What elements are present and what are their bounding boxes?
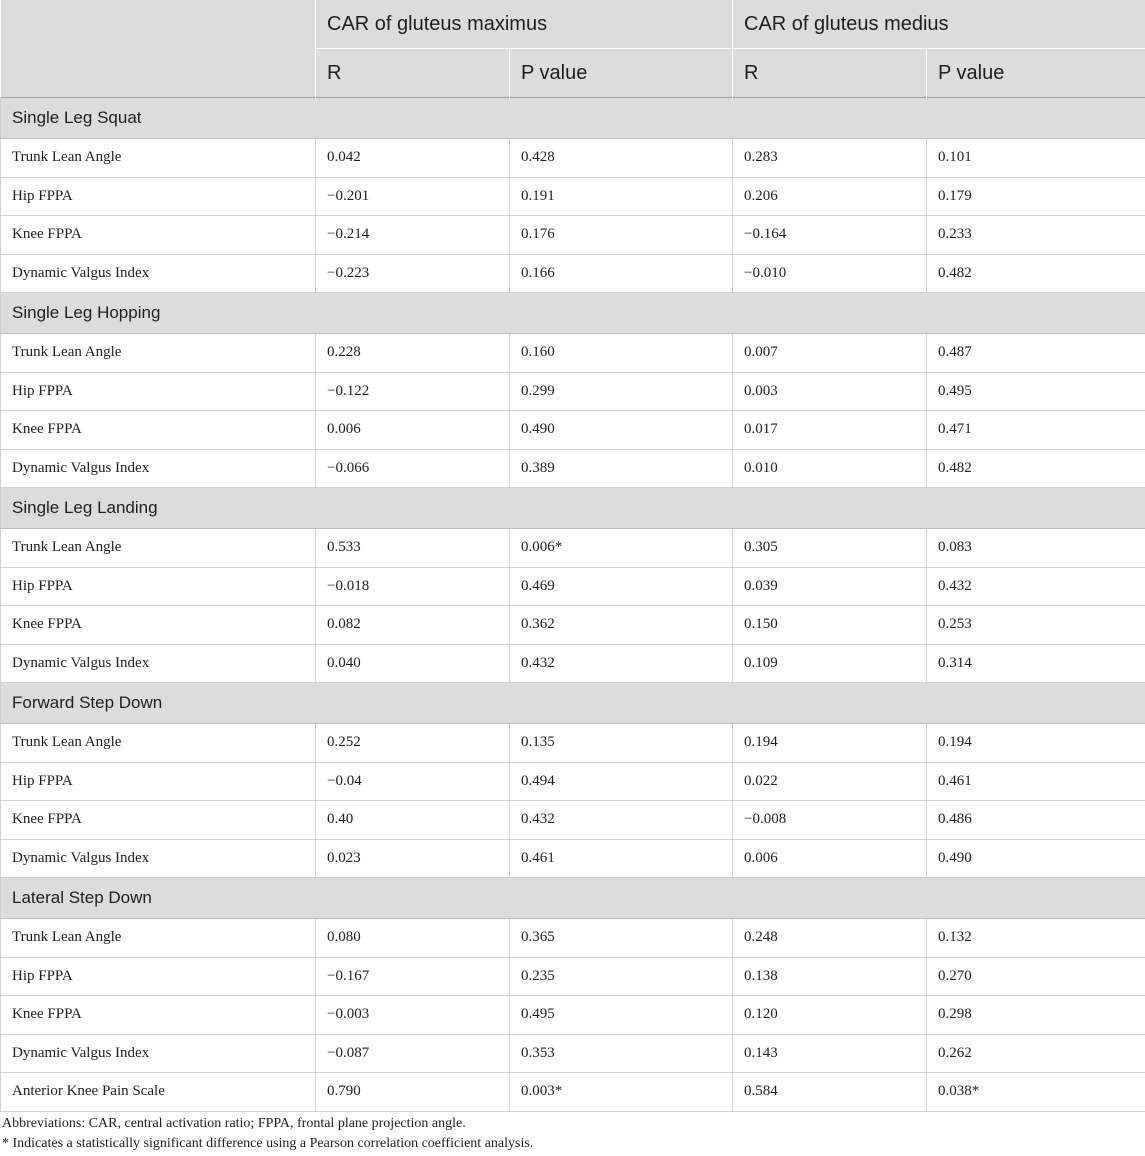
header-max-p-value: P value	[510, 49, 733, 98]
table-row	[1, 216, 1145, 255]
med-p-value-cell: 0.471	[927, 411, 1145, 450]
section-title: Forward Step Down	[1, 683, 1145, 724]
max-r-cell: −0.04	[316, 762, 510, 801]
med-r-cell: 0.007	[733, 334, 927, 373]
abbreviations-note: Abbreviations: CAR, central activation ratio; FPPA, frontal plane projection angle.	[2, 1116, 466, 1131]
section-title: Single Leg Landing	[1, 488, 1145, 529]
max-r-cell: −0.122	[316, 372, 510, 411]
row-label: Hip FPPA	[1, 372, 316, 411]
table-row	[1, 839, 1145, 878]
table-row	[1, 606, 1145, 645]
max-p-value-cell: 0.494	[510, 762, 733, 801]
med-r-cell: 0.283	[733, 139, 927, 178]
med-p-value-cell: 0.482	[927, 254, 1145, 293]
med-p-value-cell: 0.194	[927, 724, 1145, 763]
max-p-value-cell: 0.003*	[510, 1073, 733, 1112]
med-p-value-cell: 0.083	[927, 529, 1145, 568]
row-label: Trunk Lean Angle	[1, 724, 316, 763]
max-p-value-cell: 0.362	[510, 606, 733, 645]
med-p-value-cell: 0.432	[927, 567, 1145, 606]
med-p-value-cell: 0.298	[927, 996, 1145, 1035]
max-r-cell: 0.082	[316, 606, 510, 645]
max-r-cell: 0.790	[316, 1073, 510, 1112]
med-p-value-cell: 0.179	[927, 177, 1145, 216]
row-label: Dynamic Valgus Index	[1, 254, 316, 293]
header-empty-cell	[1, 0, 316, 98]
row-label: Knee FPPA	[1, 996, 316, 1035]
med-p-value-cell: 0.490	[927, 839, 1145, 878]
med-r-cell: 0.206	[733, 177, 927, 216]
max-r-cell: 0.252	[316, 724, 510, 763]
med-r-cell: 0.010	[733, 449, 927, 488]
med-r-cell: 0.109	[733, 644, 927, 683]
table-row	[1, 919, 1145, 958]
table-header	[1, 0, 1145, 98]
table-row	[1, 177, 1145, 216]
max-r-cell: −0.018	[316, 567, 510, 606]
med-p-value-cell: 0.495	[927, 372, 1145, 411]
table-row	[1, 254, 1145, 293]
row-label: Knee FPPA	[1, 216, 316, 255]
med-r-cell: 0.017	[733, 411, 927, 450]
table-row	[1, 724, 1145, 763]
row-label: Hip FPPA	[1, 762, 316, 801]
significance-note: * Indicates a statistically significant difference using a Pearson correlation coefficient analysis.	[2, 1136, 534, 1151]
med-r-cell: 0.039	[733, 567, 927, 606]
max-p-value-cell: 0.461	[510, 839, 733, 878]
table-row	[1, 567, 1145, 606]
max-r-cell: −0.087	[316, 1034, 510, 1073]
med-r-cell: −0.008	[733, 801, 927, 840]
row-label: Trunk Lean Angle	[1, 529, 316, 568]
max-p-value-cell: 0.490	[510, 411, 733, 450]
med-p-value-cell: 0.101	[927, 139, 1145, 178]
row-label: Knee FPPA	[1, 411, 316, 450]
table-row	[1, 411, 1145, 450]
med-r-cell: −0.164	[733, 216, 927, 255]
max-r-cell: 0.006	[316, 411, 510, 450]
row-label: Dynamic Valgus Index	[1, 644, 316, 683]
section-title: Lateral Step Down	[1, 878, 1145, 919]
max-p-value-cell: 0.166	[510, 254, 733, 293]
table-row	[1, 762, 1145, 801]
max-r-cell: −0.167	[316, 957, 510, 996]
section-row	[1, 488, 1145, 529]
med-p-value-cell: 0.270	[927, 957, 1145, 996]
max-r-cell: 0.040	[316, 644, 510, 683]
max-p-value-cell: 0.389	[510, 449, 733, 488]
med-r-cell: 0.120	[733, 996, 927, 1035]
table-row	[1, 801, 1145, 840]
max-p-value-cell: 0.006*	[510, 529, 733, 568]
table-row	[1, 372, 1145, 411]
med-p-value-cell: 0.253	[927, 606, 1145, 645]
max-p-value-cell: 0.495	[510, 996, 733, 1035]
med-r-cell: 0.003	[733, 372, 927, 411]
max-r-cell: −0.003	[316, 996, 510, 1035]
med-p-value-cell: 0.482	[927, 449, 1145, 488]
section-row	[1, 683, 1145, 724]
table-row	[1, 996, 1145, 1035]
table-body	[1, 98, 1145, 1112]
med-r-cell: −0.010	[733, 254, 927, 293]
med-r-cell: 0.194	[733, 724, 927, 763]
row-label: Knee FPPA	[1, 606, 316, 645]
max-p-value-cell: 0.428	[510, 139, 733, 178]
max-p-value-cell: 0.235	[510, 957, 733, 996]
max-p-value-cell: 0.299	[510, 372, 733, 411]
med-p-value-cell: 0.487	[927, 334, 1145, 373]
max-r-cell: 0.533	[316, 529, 510, 568]
row-label: Knee FPPA	[1, 801, 316, 840]
row-label: Hip FPPA	[1, 567, 316, 606]
section-row	[1, 98, 1145, 139]
max-r-cell: −0.223	[316, 254, 510, 293]
med-p-value-cell: 0.314	[927, 644, 1145, 683]
med-p-value-cell: 0.461	[927, 762, 1145, 801]
med-r-cell: 0.584	[733, 1073, 927, 1112]
table-row	[1, 334, 1145, 373]
max-r-cell: 0.228	[316, 334, 510, 373]
med-r-cell: 0.006	[733, 839, 927, 878]
header-gluteus-maximus: CAR of gluteus maximus	[316, 0, 733, 49]
max-p-value-cell: 0.432	[510, 644, 733, 683]
section-row	[1, 878, 1145, 919]
max-p-value-cell: 0.365	[510, 919, 733, 958]
med-r-cell: 0.150	[733, 606, 927, 645]
row-label: Trunk Lean Angle	[1, 139, 316, 178]
max-r-cell: 0.40	[316, 801, 510, 840]
med-r-cell: 0.248	[733, 919, 927, 958]
row-label: Dynamic Valgus Index	[1, 839, 316, 878]
max-r-cell: 0.080	[316, 919, 510, 958]
med-p-value-cell: 0.262	[927, 1034, 1145, 1073]
header-med-p-value: P value	[927, 49, 1145, 98]
max-p-value-cell: 0.176	[510, 216, 733, 255]
row-label: Trunk Lean Angle	[1, 334, 316, 373]
table-row	[1, 1034, 1145, 1073]
table-row	[1, 449, 1145, 488]
max-r-cell: 0.042	[316, 139, 510, 178]
table-row	[1, 529, 1145, 568]
max-r-cell: −0.066	[316, 449, 510, 488]
max-r-cell: −0.214	[316, 216, 510, 255]
row-label: Hip FPPA	[1, 177, 316, 216]
row-label: Hip FPPA	[1, 957, 316, 996]
header-med-r: R	[733, 49, 927, 98]
max-p-value-cell: 0.191	[510, 177, 733, 216]
med-p-value-cell: 0.038*	[927, 1073, 1145, 1112]
med-r-cell: 0.305	[733, 529, 927, 568]
table-row	[1, 1073, 1145, 1112]
med-p-value-cell: 0.132	[927, 919, 1145, 958]
max-r-cell: 0.023	[316, 839, 510, 878]
max-p-value-cell: 0.432	[510, 801, 733, 840]
table-footnotes	[2, 1114, 1142, 1154]
row-label: Anterior Knee Pain Scale	[1, 1073, 316, 1112]
row-label: Trunk Lean Angle	[1, 919, 316, 958]
max-r-cell: −0.201	[316, 177, 510, 216]
max-p-value-cell: 0.135	[510, 724, 733, 763]
max-p-value-cell: 0.469	[510, 567, 733, 606]
max-p-value-cell: 0.160	[510, 334, 733, 373]
section-title: Single Leg Hopping	[1, 293, 1145, 334]
med-p-value-cell: 0.486	[927, 801, 1145, 840]
section-title: Single Leg Squat	[1, 98, 1145, 139]
header-max-r: R	[316, 49, 510, 98]
table-row	[1, 957, 1145, 996]
med-r-cell: 0.143	[733, 1034, 927, 1073]
med-r-cell: 0.022	[733, 762, 927, 801]
max-p-value-cell: 0.353	[510, 1034, 733, 1073]
med-r-cell: 0.138	[733, 957, 927, 996]
table-row	[1, 644, 1145, 683]
row-label: Dynamic Valgus Index	[1, 449, 316, 488]
section-row	[1, 293, 1145, 334]
med-p-value-cell: 0.233	[927, 216, 1145, 255]
table-row	[1, 139, 1145, 178]
header-gluteus-medius: CAR of gluteus medius	[733, 0, 1145, 49]
row-label: Dynamic Valgus Index	[1, 1034, 316, 1073]
